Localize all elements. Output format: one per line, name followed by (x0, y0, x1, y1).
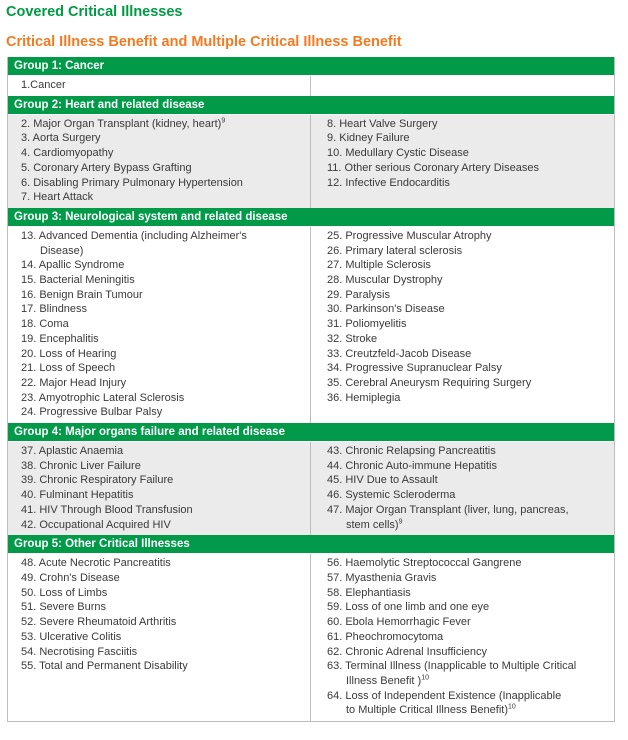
page-title: Covered Critical Illnesses (6, 4, 183, 20)
illness-item: 28. Muscular Dystrophy (327, 274, 443, 287)
illness-item: 14. Apallic Syndrome (21, 259, 125, 272)
illness-item: 24. Progressive Bulbar Palsy (21, 406, 163, 419)
group-header: Group 2: Heart and related disease (8, 96, 614, 115)
illness-item: 35. Cerebral Aneurysm Requiring Surgery (327, 376, 532, 389)
illness-item: 57. Myasthenia Gravis (327, 571, 437, 584)
group-row (8, 76, 614, 96)
illness-item: 22. Major Head Injury (21, 376, 127, 389)
illness-item: 55. Total and Permanent Disability (21, 660, 188, 673)
illness-item: 47. Major Organ Transplant (liver, lung, pancreas, stem cells)$^9$ (327, 503, 569, 531)
illness-item: 50. Loss of Limbs (21, 586, 108, 599)
illness-item: 9. Kidney Failure (327, 132, 410, 145)
illness-item: 5. Coronary Artery Bypass Grafting (21, 161, 192, 174)
illness-item: 26. Primary lateral sclerosis (327, 244, 463, 257)
group-right-column (311, 76, 614, 96)
illness-item: 56. Haemolytic Streptococcal Gangrene (327, 557, 522, 570)
illness-item: 21. Loss of Speech (21, 362, 116, 375)
illness-item: 36. Hemiplegia (327, 391, 401, 404)
illness-item: 6. Disabling Primary Pulmonary Hypertension (21, 176, 243, 189)
group-row (8, 554, 614, 721)
illness-item: 41. HIV Through Blood Transfusion (21, 503, 193, 516)
illness-item: 23. Amyotrophic Lateral Sclerosis (21, 391, 185, 404)
illness-item: 13. Advanced Dementia (including Alzheimer's Disease) (21, 229, 247, 257)
illness-item: 48. Acute Necrotic Pancreatitis (21, 557, 171, 570)
group-left-column (8, 115, 311, 208)
group-left-column (8, 227, 311, 423)
illness-item: 42. Occupational Acquired HIV (21, 518, 171, 531)
group-header: Group 1: Cancer (8, 57, 614, 76)
illness-item: 19. Encephalitis (21, 332, 99, 345)
group-right-column (311, 442, 614, 535)
illness-item: 49. Crohn's Disease (21, 571, 120, 584)
illness-item: 54. Necrotising Fasciitis (21, 645, 138, 658)
group-row (8, 442, 614, 535)
illness-item: 33. Creutzfeld-Jacob Disease (327, 347, 472, 360)
illness-item: 44. Chronic Auto-immune Hepatitis (327, 459, 497, 472)
group-left-column (8, 442, 311, 535)
illness-item: 59. Loss of one limb and one eye (327, 601, 490, 614)
illness-item: 4. Cardiomyopathy (21, 147, 114, 160)
illness-item: 7. Heart Attack (21, 191, 94, 204)
illness-item: 27. Multiple Sclerosis (327, 259, 431, 272)
illness-item: 53. Ulcerative Colitis (21, 630, 122, 643)
group-right-column (311, 227, 614, 423)
illness-item: 39. Chronic Respiratory Failure (21, 474, 174, 487)
illness-item: 32. Stroke (327, 332, 378, 345)
group-left-column (8, 554, 311, 721)
illness-item: 1.Cancer (21, 79, 66, 91)
illness-item: 30. Parkinson's Disease (327, 303, 445, 316)
illness-item: 8. Heart Valve Surgery (327, 117, 438, 130)
illness-item: 61. Pheochromocytoma (327, 630, 444, 643)
group-row (8, 115, 614, 208)
group-right-column (311, 115, 614, 208)
group-header: Group 4: Major organs failure and related disease (8, 423, 614, 442)
illness-item: 45. HIV Due to Assault (327, 474, 438, 487)
illness-item: 20. Loss of Hearing (21, 347, 117, 360)
illness-item: 63. Terminal Illness (Inapplicable to Multiple Critical Illness Benefit )$^{10}$ (327, 660, 577, 687)
illness-item: 40. Fulminant Hepatitis (21, 489, 134, 502)
illness-item: 52. Severe Rheumatoid Arthritis (21, 616, 177, 629)
illness-item: 29. Paralysis (327, 288, 390, 301)
group-header: Group 3: Neurological system and related disease (8, 208, 614, 227)
illness-item: 62. Chronic Adrenal Insufficiency (327, 645, 487, 658)
group-row (8, 227, 614, 423)
group-header: Group 5: Other Critical Illnesses (8, 535, 614, 554)
illness-item: 58. Elephantiasis (327, 586, 411, 599)
illness-item: 15. Bacterial Meningitis (21, 274, 135, 287)
illness-item: 31. Poliomyelitis (327, 318, 407, 331)
illness-item: 16. Benign Brain Tumour (21, 288, 143, 301)
illness-item: 64. Loss of Independent Existence (Inapplicable to Multiple Critical Illness Benefit)$^{10}$ (327, 689, 562, 717)
illness-item: 2. Major Organ Transplant (kidney, heart)$^9$ (21, 117, 226, 130)
illness-item: 46. Systemic Scleroderma (327, 489, 456, 502)
illness-table (7, 57, 615, 722)
illness-item: 43. Chronic Relapsing Pancreatitis (327, 445, 496, 458)
illness-item: 34. Progressive Supranuclear Palsy (327, 362, 502, 375)
illness-item: 11. Other serious Coronary Artery Diseases (327, 161, 539, 174)
illness-item: 38. Chronic Liver Failure (21, 459, 141, 472)
illness-item: 17. Blindness (21, 303, 88, 316)
illness-item: 18. Coma (21, 318, 69, 331)
illness-item: 10. Medullary Cystic Disease (327, 147, 469, 160)
illness-item: 60. Ebola Hemorrhagic Fever (327, 616, 471, 629)
group-left-column (8, 76, 311, 96)
page-subtitle: Critical Illness Benefit and Multiple Critical Illness Benefit (6, 34, 402, 50)
group-right-column (311, 554, 614, 721)
illness-item: 37. Aplastic Anaemia (21, 445, 124, 458)
illness-item: 51. Severe Burns (21, 601, 106, 614)
illness-item: 12. Infective Endocarditis (327, 176, 450, 189)
illness-item: 3. Aorta Surgery (21, 132, 101, 145)
illness-item: 25. Progressive Muscular Atrophy (327, 229, 492, 242)
